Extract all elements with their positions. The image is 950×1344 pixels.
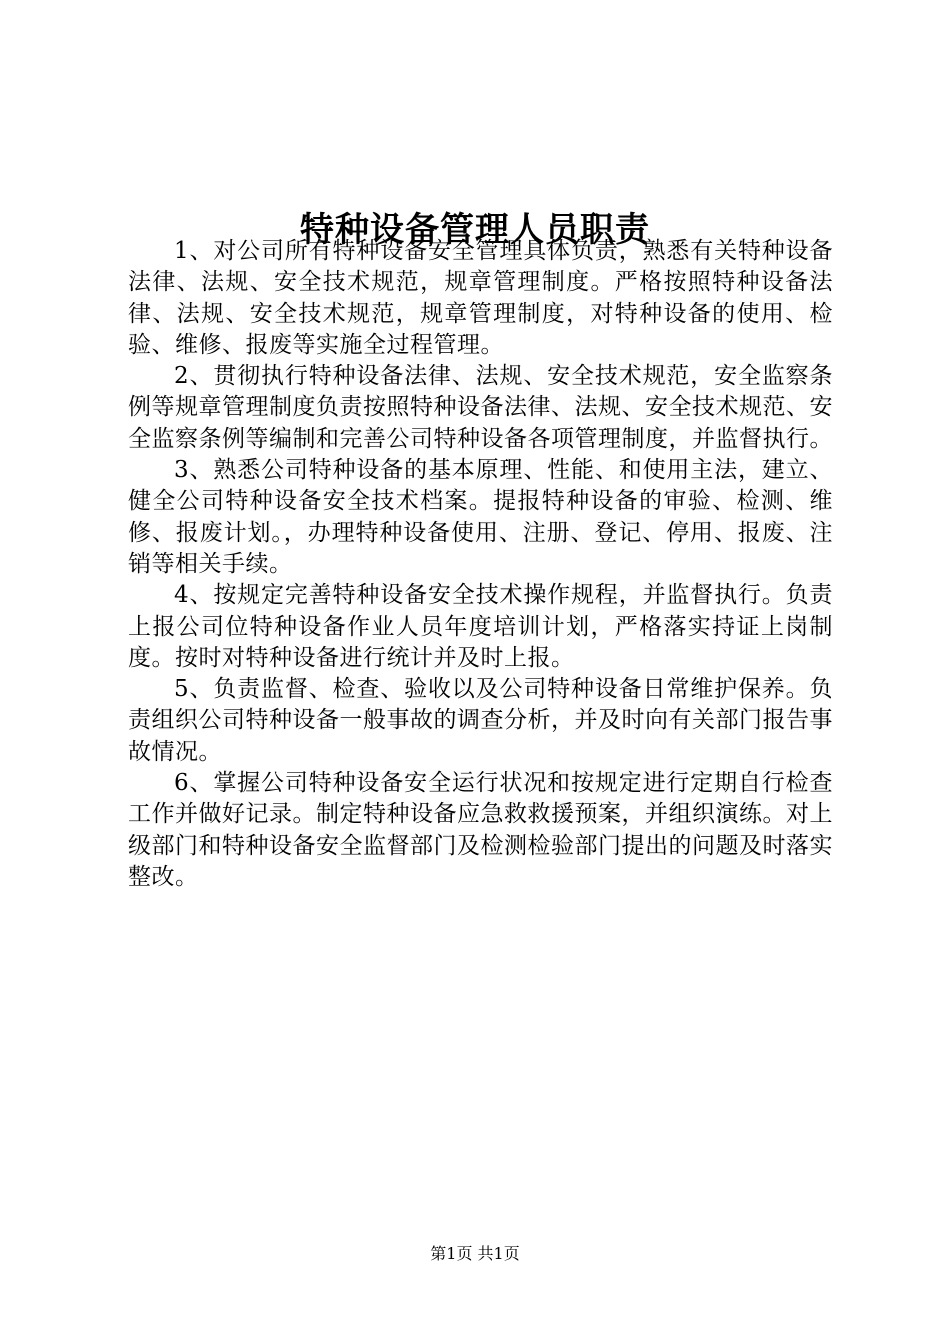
paragraph-1: 1、对公司所有特种设备安全管理具体负责，熟悉有关特种设备法律、法规、安全技术规范，规章管理制度。严格按照特种设备法律、法规、安全技术规范，规章管理制度，对特种设备的使用、检验、维修、报废等实施全过程管理。 [128, 238, 833, 358]
paragraph-5: 5、负责监督、检查、验收以及公司特种设备日常维护保养。负责组织公司特种设备一般事故的调查分析，并及时向有关部门报告事故情况。 [128, 676, 833, 765]
paragraph-6: 6、掌握公司特种设备安全运行状况和按规定进行定期自行检查工作并做好记录。制定特种设备应急救救援预案，并组织演练。对上级部门和特种设备安全监督部门及检测检验部门提出的问题及时落实整改。 [128, 770, 833, 890]
paragraph-3: 3、熟悉公司特种设备的基本原理、性能、和使用主法，建立、健全公司特种设备安全技术档案。提报特种设备的审验、检测、维修、报废计划。，办理特种设备使用、注册、登记、停用、报废、注销等相关手续。 [128, 457, 833, 577]
document-title: 特种设备管理人员职责 [300, 209, 650, 250]
page-number-footer: 第1页 共1页 [430, 1244, 520, 1263]
paragraph-2: 2、贯彻执行特种设备法律、法规、安全技术规范，安全监察条例等规章管理制度负责按照特种设备法律、法规、安全技术规范、安全监察条例等编制和完善公司特种设备各项管理制度，并监督执行。 [128, 363, 833, 452]
paragraph-4: 4、按规定完善特种设备安全技术操作规程，并监督执行。负责上报公司位特种设备作业人员年度培训计划，严格落实持证上岗制度。按时对特种设备进行统计并及时上报。 [128, 582, 833, 671]
document-body [128, 236, 833, 893]
